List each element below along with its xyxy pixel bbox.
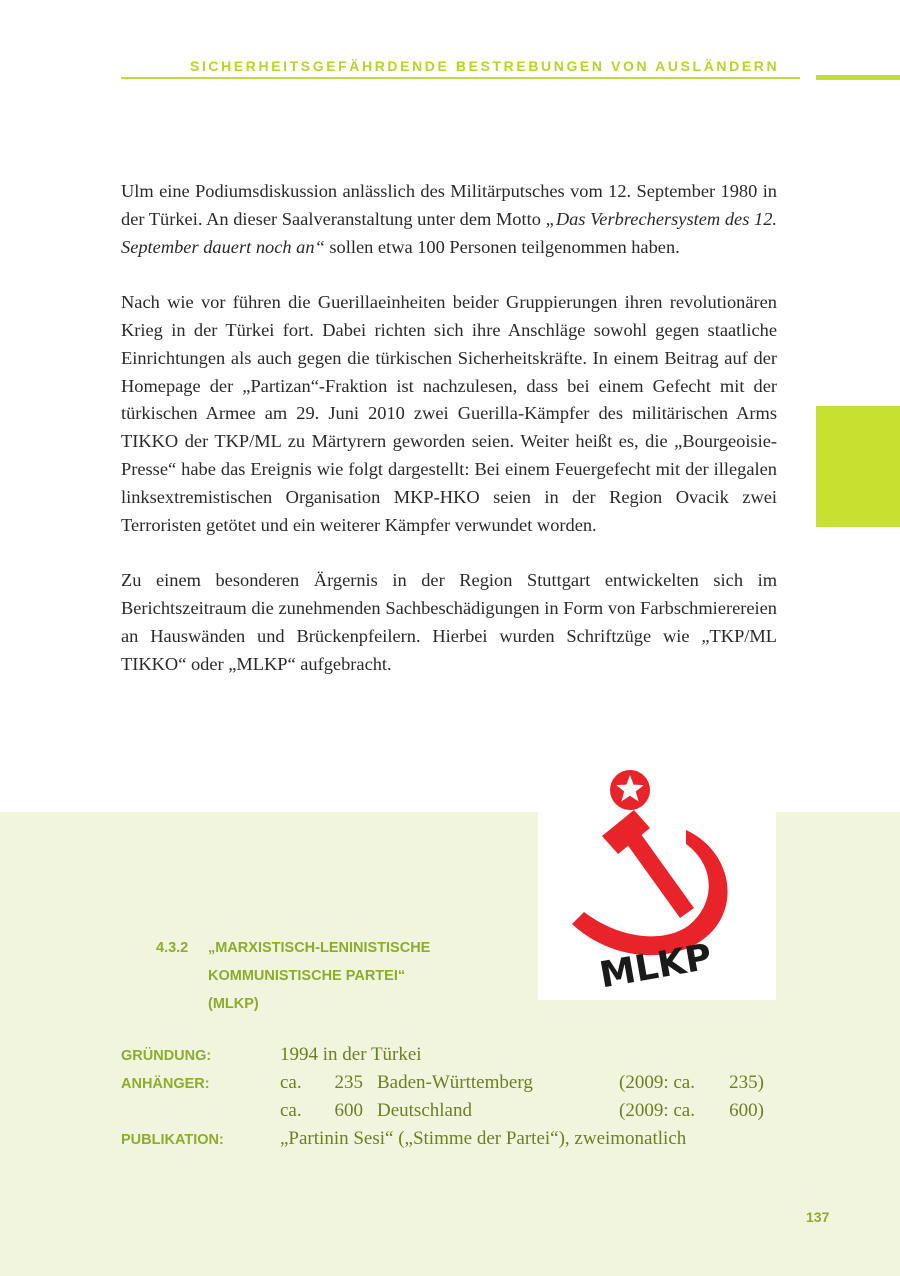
paragraph-3: Zu einem besonderen Ärgernis in der Region Stuttgart entwickelten sich im Berichtszeitraum die zunehmenden Sachbeschädigungen in Form von Farbschmierereien an Hauswänden und Brückenpfeilern. Hierbei wurden Schriftzüge wie „TKP/ML TIKKO“ oder „MLKP“ aufgebracht. — [121, 570, 777, 674]
supporters-place: Deutschland — [377, 1100, 472, 1121]
supporters-count: 235 — [334, 1072, 363, 1093]
section-title-line-2: KOMMUNISTISCHE PARTEI“ — [208, 968, 406, 984]
section-title-line-1: „MARXISTISCH-LENINISTISCHE — [208, 940, 431, 956]
header-rule — [121, 77, 800, 79]
supporters-prev-count: 600) — [729, 1100, 764, 1121]
section-title — [208, 934, 430, 1018]
supporters-ca: ca. — [280, 1072, 302, 1093]
paragraph-2: Nach wie vor führen die Guerillaeinheiten beider Gruppierungen ihren revolutionären Krieg in der Türkei fort. Dabei richten sich ihre Anschläge sowohl gegen staatliche Einrichtungen als auch gegen die türkischen Sicherheitskräfte. In einem Beitrag auf der Homepage der „Partizan“-Fraktion ist nachzulesen, dass bei einem Gefecht mit der türkischen Armee am 29. Juni 2010 zwei Guerilla-Kämpfer des militärischen Arms TIKKO der TKP/ML zu Märtyrern geworden seien. Weiter heißt es, die „Bourgeoisie-Presse“ habe das Ereignis wie folgt dargestellt: Bei einem Feuergefecht mit der illegalen linksextremistischen Organisation MKP-HKO seien in der Region Ovacik zwei Terroristen getötet und ein weiterer Kämpfer verwundet worden. — [121, 292, 777, 535]
founding-label: GRÜNDUNG: — [121, 1048, 212, 1064]
paragraph-1-start: Ulm eine Podiumsdiskussion anlässlich des Militärputsches vom 12. September 1980 in der Türkei. An dieser Saalveranstaltung unter dem Motto — [121, 181, 777, 229]
section-title-line-3: (MLKP) — [208, 996, 259, 1012]
logo-lettering: MLKP — [596, 936, 715, 997]
paragraph-1 — [121, 178, 777, 261]
logo-hammer-handle-icon — [624, 830, 694, 918]
supporters-prev-label: (2009: ca. — [619, 1072, 695, 1093]
running-header: SICHERHEITSGEFÄHRDENDE BESTREBUNGEN VON AUSLÄNDERN — [190, 58, 780, 74]
publication-label: PUBLIKATION: — [121, 1132, 224, 1148]
supporters-ca: ca. — [280, 1100, 302, 1121]
chapter-side-tab — [816, 406, 900, 527]
supporters-place: Baden-Württemberg — [377, 1072, 533, 1093]
mlkp-logo — [538, 756, 776, 1000]
motto-quote: „Das Verbrechersystem des 12. September dauert noch an“ — [121, 208, 777, 257]
supporters-count: 600 — [334, 1100, 363, 1121]
paragraph-1-end: sollen etwa 100 Personen teilgenommen haben. — [324, 236, 680, 257]
header-accent-bar — [816, 75, 900, 80]
supporters-prev-count: 235) — [729, 1072, 764, 1093]
supporters-prev-label: (2009: ca. — [619, 1100, 695, 1121]
body-text — [121, 178, 777, 706]
page-number: 137 — [806, 1209, 830, 1225]
section-number: 4.3.2 — [156, 940, 189, 956]
founding-value: 1994 in der Türkei — [280, 1044, 422, 1065]
supporters-label: ANHÄNGER: — [121, 1076, 210, 1092]
publication-value: „Partinin Sesi“ („Stimme der Partei“), zweimonatlich — [280, 1128, 687, 1149]
